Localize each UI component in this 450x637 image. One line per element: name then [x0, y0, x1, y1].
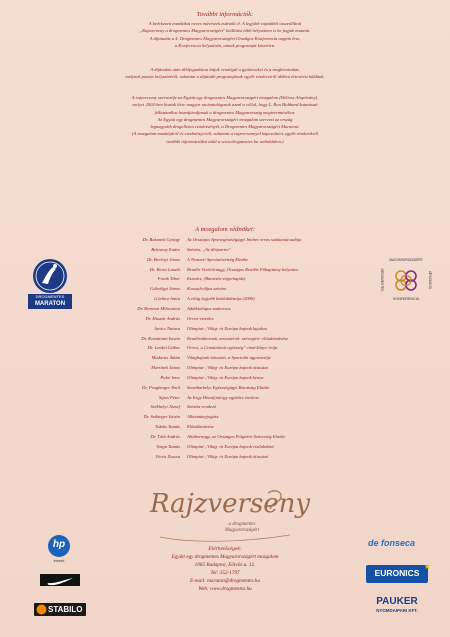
- hp-logo: [44, 534, 74, 564]
- rajzverseny-sub2: Magyarországért: [224, 528, 260, 533]
- patron-name: Vörös Zsuzsa: [155, 453, 180, 459]
- patron-row: [0, 237, 450, 245]
- conference-logo: [378, 252, 434, 308]
- patron-role: Világbajnok öttusázó, a Sportolói ügyvezetője: [187, 355, 271, 361]
- info-line: A rajzverseny szervezője az Együtt egy drogmentes Magyarországért mozgalom (Héliosz Alapítvány),: [131, 95, 319, 100]
- contact-web[interactable]: Web: www.drogmentes.hu: [198, 586, 252, 593]
- conference-bottom-text: KONFERENCIA: [393, 297, 419, 301]
- patron-row: [0, 326, 450, 334]
- patron-role: Orvos-ezredes: [187, 315, 214, 321]
- info-paragraph-3: [30, 94, 420, 145]
- stabilo-text: STABILO: [48, 605, 83, 614]
- patron-role: Színész-rendező: [187, 404, 217, 410]
- patron-role: Szombathelyi Egészségügyi Bizottság Elnöke: [187, 384, 270, 390]
- swoosh-icon: [40, 575, 80, 587]
- conference-left-text: DROGMENTES: [380, 268, 384, 292]
- info-line: melynek pontos helyszínéről, valamint a díjátadó programjának egyéb részleteiről időben értesítést küldünk.: [125, 74, 325, 80]
- patron-name: Dr. Tóth András: [150, 434, 180, 439]
- patron-role: Addiktológus szakorvos: [187, 305, 231, 311]
- patron-name: Belesnay Endre: [151, 246, 180, 252]
- info-line: Az Együtt egy drogmentes Magyarországért mozgalom szervezi az ország: [157, 116, 293, 122]
- contact-org: Együtt egy drogmentes Magyarországért mozgalom: [171, 554, 279, 561]
- info-line: felhasználva hozzájáruljanak a drogmentes Magyarország megteremtéséhez.: [154, 109, 296, 115]
- pauker-logo: [366, 596, 428, 618]
- euronics-logo: [366, 562, 431, 583]
- patron-name: Görbicz Anita: [154, 296, 180, 302]
- patron-role: A világ legjobb kézilabdázója (2006): [187, 296, 255, 302]
- info-line: A díjátadás után állófogadáson látjuk vendégül a győzteseket és a meghívottakat,: [150, 67, 300, 72]
- patron-role: Rendőrtábornok, zeneszerző- szövegíró- előadóművész: [187, 335, 288, 341]
- rajzverseny-logo: [150, 487, 311, 547]
- patron-row: [0, 365, 450, 373]
- rajzverseny-word: Rajzverseny: [150, 489, 311, 519]
- pauker-text: PAUKER: [376, 596, 418, 607]
- patron-role: Olimpiai-, Világ- és Európa bajnok öttusázó: [187, 365, 269, 371]
- patron-name: Dr. Berényi János: [146, 256, 180, 262]
- contact-email[interactable]: E-mail: maraton@drogmentes.hu: [190, 578, 260, 585]
- conference-right-text: ORSZÁGOS: [428, 270, 432, 290]
- patron-name: Dr. Hermon Mihranian: [137, 305, 180, 311]
- patron-name: Sipos Péter: [158, 394, 180, 400]
- stabilo-logo: [34, 603, 86, 616]
- patron-role: Előadóművész: [187, 424, 214, 430]
- patron-name: Dr. Komáromi István: [141, 335, 180, 341]
- maraton-top-text: DROGMENTES: [35, 294, 65, 299]
- info-paragraph-1: [30, 20, 420, 49]
- patron-row: [0, 336, 450, 344]
- patron-row: [0, 454, 450, 462]
- patron-name: Dr. Bakanek György: [142, 237, 180, 242]
- patron-role: Olimpiai-, Világ- és Európa bajnok öttusázó: [187, 453, 269, 459]
- patron-row: [0, 385, 450, 393]
- patron-row: [0, 444, 450, 452]
- patron-role: A Nemzeti Sportszövetség Elnöke: [187, 256, 249, 262]
- conference-top-text: MAGYARORSZÁGÉRT: [389, 258, 423, 262]
- maraton-bottom-text: MARATON: [34, 301, 66, 307]
- patron-row: [0, 355, 450, 363]
- rajzverseny-sub1: a drogmentes: [228, 522, 256, 527]
- patron-role: Olimpiai-, Világ- és Európa bajnok kenus: [187, 374, 264, 380]
- patron-role: Olimpiai-, Világ- és Európa bajnok vízilabdázó: [187, 443, 274, 449]
- patron-name: Pulai Imre: [160, 374, 180, 380]
- pauker-sub-text: NYOMDAIPARI KFT.: [376, 608, 418, 613]
- patron-row: [0, 404, 450, 412]
- contact-title: Elérhetőségek:: [208, 546, 242, 552]
- info-line: a Konferencia helyszínén, annak programját követően.: [174, 42, 276, 48]
- patron-name: Dr. Lenkei Gábor: [147, 345, 180, 351]
- defonseca-text: de fonseca: [368, 538, 416, 548]
- patron-role: Az Irigy Hónaljmirigy együttes énekese: [187, 394, 260, 400]
- info-line: A beérkezett munkákat neves művészek zsűrizik el. A legjobb rajzokból összeállított: [148, 21, 302, 26]
- patron-row: [0, 375, 450, 383]
- info-paragraph-2: [30, 66, 420, 81]
- patron-role: Színész, „Az álriporter": [187, 246, 231, 252]
- patron-name: Janics Natasa: [154, 325, 180, 331]
- maraton-logo: [26, 256, 74, 312]
- patron-row: [0, 345, 450, 353]
- hp-text: hp: [52, 539, 66, 550]
- patron-row: [0, 395, 450, 403]
- patron-row: [0, 424, 450, 432]
- contact-address: 1082 Budapest, Eötvös u. 12.: [194, 562, 256, 569]
- patron-role: Kossuth-díjas színész: [187, 286, 227, 292]
- patron-role: Rendőr Vezérőrnagy, Országos Rendőr Főkapitány helyettes: [187, 266, 298, 272]
- patron-name: Székhelyi József: [150, 404, 180, 410]
- patron-role: Ezredes, (Büntetés-végrehajtás): [187, 276, 246, 282]
- info-line: melyet 2002-ben hoztak létre magyar szcientológusok azzal a céllal, hogy L. Ron Hubbard kutatásait: [132, 102, 318, 108]
- patron-name: Gálvölgyi János: [150, 286, 180, 292]
- patron-name: Dr. Huszár András: [145, 315, 180, 321]
- patron-name: Dr. Szikinger István: [143, 414, 180, 420]
- patron-row: [0, 414, 450, 422]
- patron-name: Varga Tamás: [156, 443, 180, 449]
- defonseca-logo: [368, 538, 424, 554]
- patron-name: Frank Tibor: [157, 276, 180, 282]
- info-line: A díjátadás a 4. Drogmentes Magyarországért Országos Konferencia napján lesz,: [149, 35, 301, 41]
- patron-name: Madaras Ádám: [151, 355, 180, 361]
- patron-role: Olimpiai-, Világ- és Európa bajnok kajakos: [187, 325, 268, 331]
- info-line: (A mozgalom munkájáról és eredményeiről, valamint a rajzversennyel kapcsolatos egyéb részletekről: [131, 131, 319, 137]
- info-title: További információk:: [196, 11, 254, 18]
- nike-logo: [40, 574, 80, 586]
- patron-name: Takáts Tamás: [155, 424, 180, 430]
- patron-role: Alkotmányjogász: [187, 414, 219, 420]
- patron-row: [0, 316, 450, 324]
- patron-row: [0, 434, 450, 442]
- stabilo-swan-icon: [35, 603, 48, 616]
- patron-role: Orvos, a Cenzúrázott egészség" című könyv írója: [187, 345, 278, 351]
- patrons-title: A mozgalom védnökei:: [195, 226, 255, 233]
- patron-role: Altábornagy, az Országos Polgárőr Szövetség Elnöke: [187, 434, 286, 439]
- info-line: „Rajzverseny a drogmentes Magyarországért" kiállítást több helyszínen is be fogjuk mutatni.: [139, 28, 311, 34]
- info-line: legnagyobb drogellenes rendezvényét, a Drogmentes Magyarországért Maratont.: [150, 124, 300, 130]
- patron-name: Dr. Berta László: [149, 266, 180, 272]
- hp-sub-text: invent: [53, 558, 65, 563]
- euronics-star-icon: ★: [423, 562, 431, 571]
- info-line: további információkat talál a www.drogmentes.hu weboldalon.): [166, 138, 284, 144]
- patron-name: Dr. Prugberger Emil: [142, 384, 180, 390]
- contact-phone: Tel: 352-1797: [210, 570, 240, 577]
- euronics-text: EURONICS: [374, 568, 420, 578]
- patron-name: Martinek János: [151, 365, 180, 371]
- patron-role: Az Országos Sportegészségügyi Intézet orvos szaktanácsadója: [187, 237, 302, 242]
